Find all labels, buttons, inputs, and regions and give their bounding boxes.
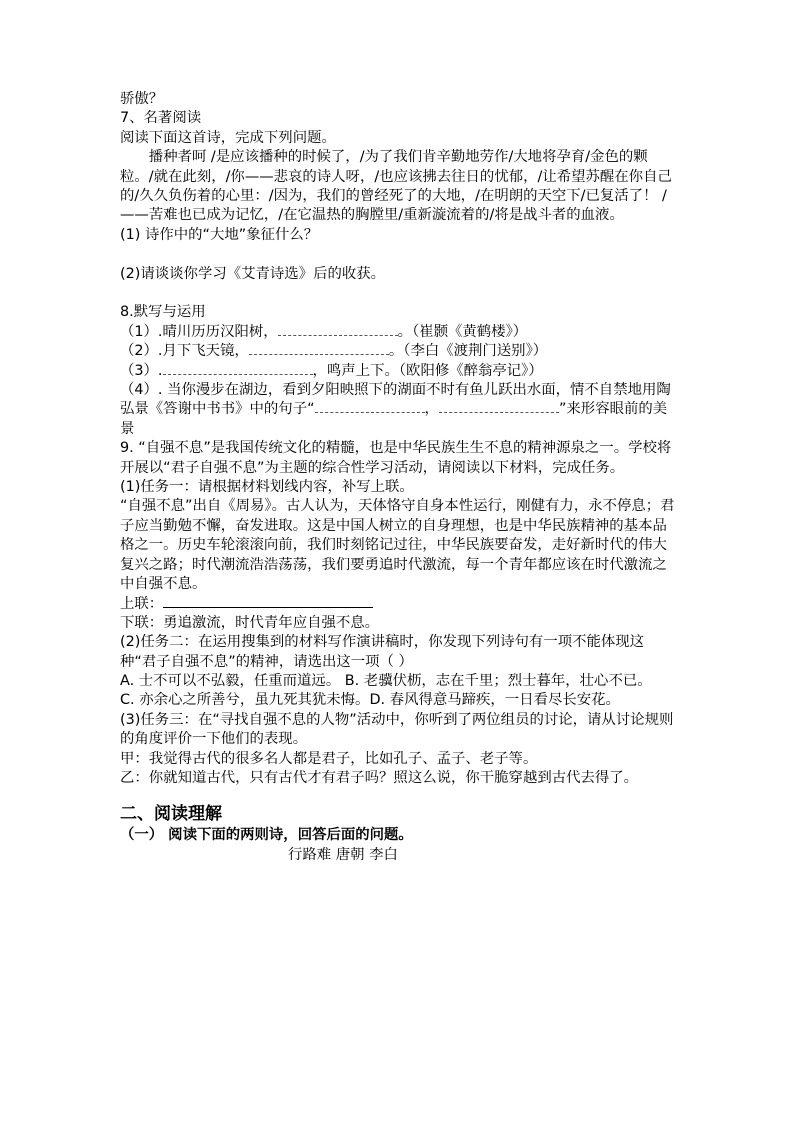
fill-item-2: （2）.月下飞天镜， 。（李白《渡荆门送别》） xyxy=(120,343,548,360)
fill-item-3: （3）. ，鸣声上下。（欧阳修《醉翁亭记》） xyxy=(120,362,543,379)
options-ab: A. 士不可以不弘毅，任重而道远。 B. 老骥伏枥，志在千里；烈士暮年，壮心不已。 xyxy=(120,672,652,689)
task-1-material: “自强不息”出自《周易》。古人认为，天体恪守自身本性运行，刚健有力，永不停息；君子应当勤勉不懈，奋发进取。这是中国人树立的自身理想，也是中华民族精神的基本品格之一。历史车轮滚滚向前，我们时刻铭记过往，中华民族要奋发，走好新时代的伟大复兴之路；时代潮流浩浩荡荡，我们要勇追时代激流，每一个青年都应该在时代激流之中自强不息。 xyxy=(120,498,675,592)
speaker-yi: 乙：你就知道古代，只有古代才有君子吗？照这么说，你干脆穿越到古代去得了。 xyxy=(120,769,639,786)
section-7-heading: 7、名著阅读 xyxy=(120,110,202,127)
section-2-heading: 二、阅读理解 xyxy=(120,804,222,825)
answer-blank[interactable] xyxy=(249,342,389,355)
task-3: (3)任务三：在“寻找自强不息的人物”活动中，你听到了两位组员的讨论，请从讨论规则的角度评价一下他们的表现。 xyxy=(120,711,674,748)
question-2: (2)请谈谈你学习《艾青诗选》后的收获。 xyxy=(120,265,386,282)
instruction: 阅读下面这首诗，完成下列问题。 xyxy=(120,129,336,146)
subsection-1-heading: （一） 阅读下面的两则诗，回答后面的问题。 xyxy=(120,827,413,844)
upper-couplet-blank[interactable] xyxy=(163,594,373,608)
poem-text: 播种者呵 /是应该播种的时候了，/为了我们肯辛勤地劳作/大地将孕育/金色的颗粒。/就在此刻，/你——悲哀的诗人呀，/也应该拂去往日的忧郁，/让希望苏醒在你自己的/久久负伤着的心里：/因为，我们的曾经死了的大地，/在明朗的天空下/已复活了！ /——苦难也已成为记忆，/在它温热的胸膛里/重新漩流着的/将是战斗者的血液。 xyxy=(120,149,672,224)
task-1: (1)任务一：请根据材料划线内容，补写上联。 xyxy=(120,478,414,495)
answer-blank[interactable] xyxy=(315,400,425,413)
section-8-heading: 8.默写与运用 xyxy=(120,304,206,321)
question-1: (1) 诗作中的“大地”象征什么？ xyxy=(120,226,319,243)
task-2: (2)任务二：在运用搜集到的材料写作演讲稿时，你发现下列诗句有一项不能体现这种“君子自强不息”的精神，请选出这一项（ ） xyxy=(120,634,645,670)
document-page xyxy=(120,90,680,865)
options-cd: C. 亦余心之所善兮，虽九死其犹未悔。D. 春风得意马蹄疾，一日看尽长安花。 xyxy=(120,692,620,709)
answer-blank[interactable] xyxy=(278,323,398,336)
answer-blank[interactable] xyxy=(439,400,559,413)
fill-item-4: （4）. 当你漫步在湖边，看到夕阳映照下的湖面不时有鱼儿跃出水面，情不自禁地用陶弘景《答谢中书书》中的句子“ ， ”来形容眼前的美景 xyxy=(120,381,671,437)
section-9-intro: 9. “自强不息”是我国传统文化的精髓，也是中华民族生生不息的精神源泉之一。学校将开展以“君子自强不息”为主题的综合性学习活动，请阅读以下材料，完成任务。 xyxy=(120,440,672,476)
speaker-jia: 甲：我觉得古代的很多名人都是君子，比如孔子、孟子、老子等。 xyxy=(120,750,538,767)
upper-couplet: 上联： xyxy=(120,594,680,613)
answer-blank[interactable] xyxy=(163,362,313,375)
text-line: 骄傲？ xyxy=(120,91,164,107)
poem-title: 行路难 唐朝 李白 xyxy=(288,846,398,863)
fill-item-1: （1）.晴川历历汉阳树， 。（崔颢《黄鹤楼》） xyxy=(120,323,528,340)
lower-couplet: 下联：勇追激流，时代青年应自强不息。 xyxy=(120,614,380,631)
